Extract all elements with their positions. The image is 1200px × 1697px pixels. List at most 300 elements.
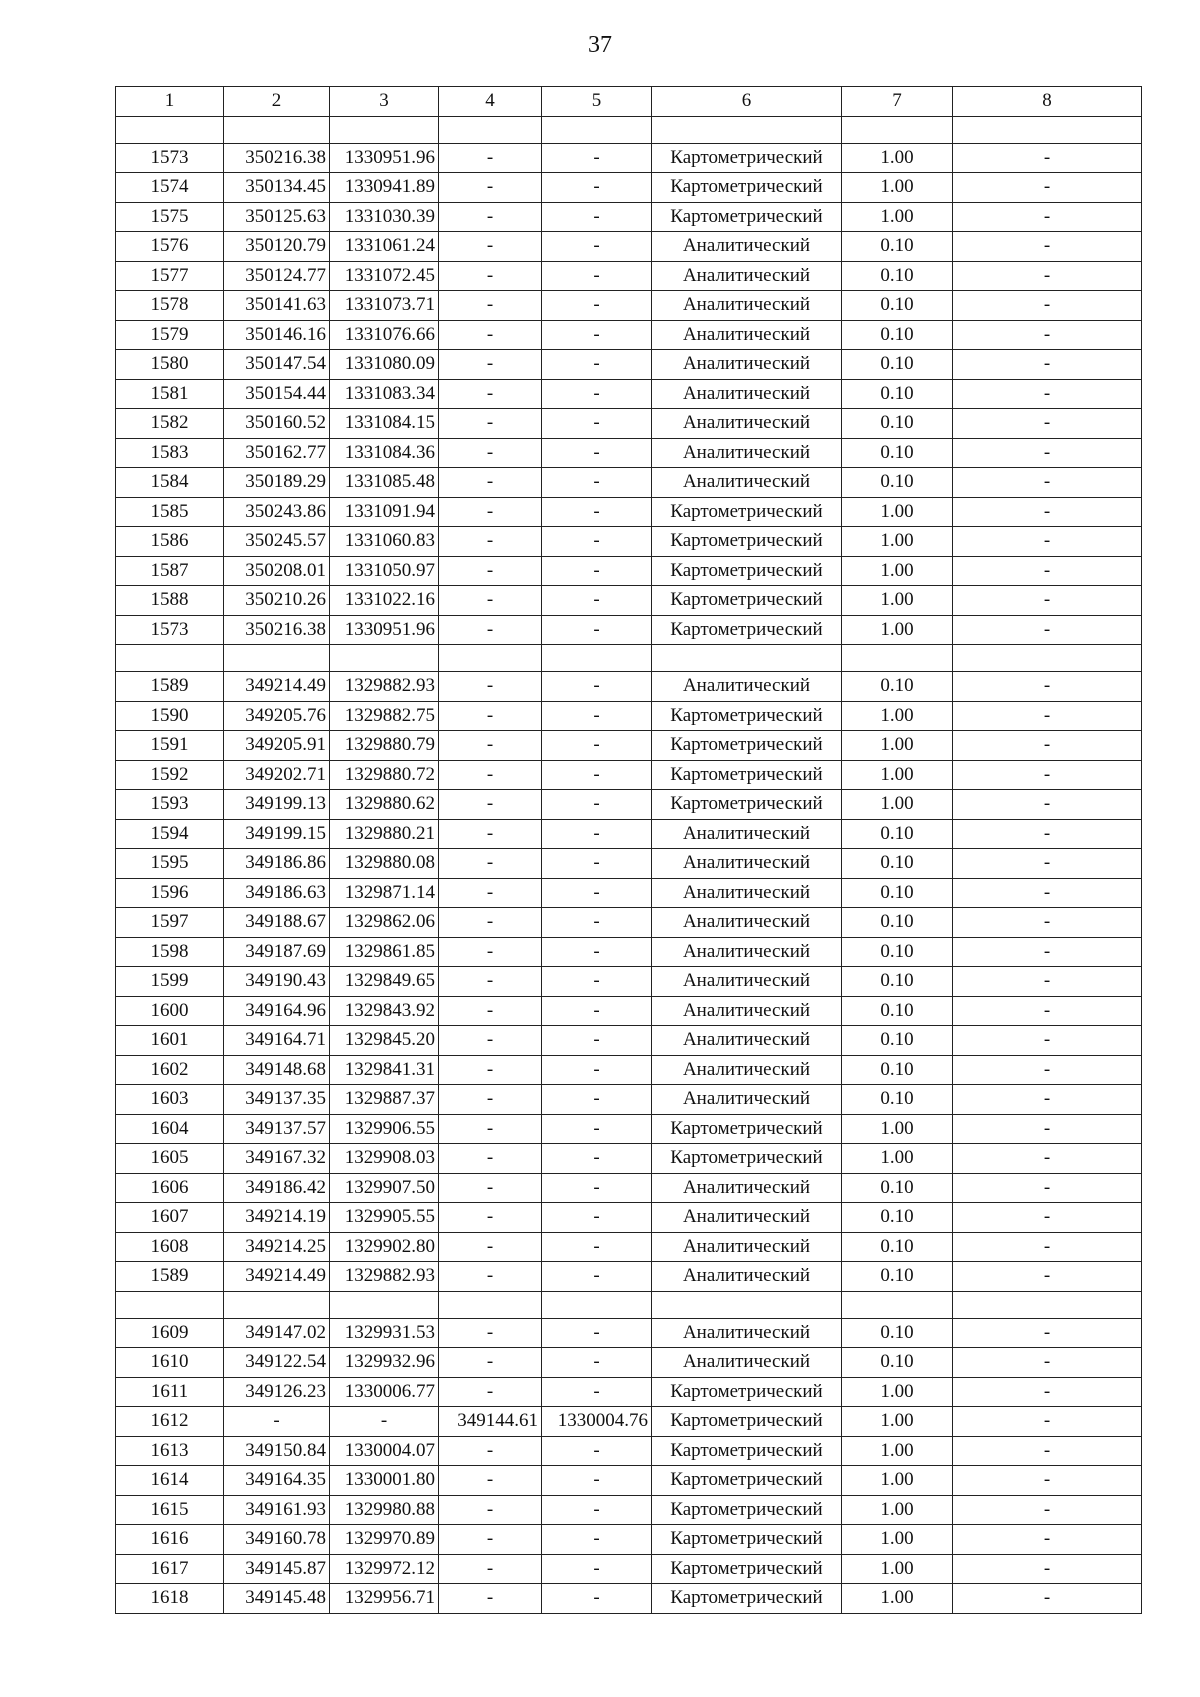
table-cell-col-2: 350141.63 [224, 291, 330, 321]
table-cell-col-5: - [542, 379, 652, 409]
table-cell-col-2: 350134.45 [224, 173, 330, 203]
table-cell-col-8: - [953, 1495, 1142, 1525]
table-cell-col-8: - [953, 790, 1142, 820]
table-cell-col-4: - [439, 701, 542, 731]
table-cell-col-7: 1.00 [842, 1495, 953, 1525]
table-cell-col-8: - [953, 967, 1142, 997]
table-cell-col-7: 0.10 [842, 320, 953, 350]
table-cell-col-6: Аналитический [652, 849, 842, 879]
table-cell-col-7 [842, 1291, 953, 1318]
table-row [116, 409, 1142, 439]
table-cell-col-6: Аналитический [652, 468, 842, 498]
table-cell-col-2: 349148.68 [224, 1055, 330, 1085]
table-row [116, 232, 1142, 262]
table-cell-col-1: 1599 [116, 967, 224, 997]
table-cell-col-7: 1.00 [842, 527, 953, 557]
table-cell-col-5: - [542, 967, 652, 997]
table-cell-col-1: 1582 [116, 409, 224, 439]
header-row [116, 87, 1142, 117]
table-cell-col-3 [330, 1291, 439, 1318]
table-cell-col-2: 350216.38 [224, 615, 330, 645]
column-header-1: 1 [116, 87, 224, 117]
table-cell-col-7: 0.10 [842, 967, 953, 997]
table-cell-col-7: 1.00 [842, 615, 953, 645]
table-cell-col-8: - [953, 878, 1142, 908]
table-cell-col-4: - [439, 1377, 542, 1407]
table-cell-col-1: 1593 [116, 790, 224, 820]
table-cell-col-7 [842, 645, 953, 672]
table-cell-col-1 [116, 645, 224, 672]
table-cell-col-2: 350125.63 [224, 202, 330, 232]
table-cell-col-1: 1589 [116, 1262, 224, 1292]
table-cell-col-4: - [439, 1348, 542, 1378]
table-cell-col-3: 1329887.37 [330, 1085, 439, 1115]
table-cell-col-7: 0.10 [842, 1026, 953, 1056]
table-cell-col-5: - [542, 409, 652, 439]
table-cell-col-1: 1605 [116, 1144, 224, 1174]
coordinates-table [115, 86, 1142, 1614]
table-cell-col-4: - [439, 937, 542, 967]
table-cell-col-5: - [542, 527, 652, 557]
table-cell-col-3 [330, 645, 439, 672]
table-row [116, 350, 1142, 380]
table-cell-col-3 [330, 116, 439, 143]
table-cell-col-4: 349144.61 [439, 1407, 542, 1437]
table-cell-col-1: 1608 [116, 1232, 224, 1262]
table-cell-col-5: - [542, 173, 652, 203]
table-cell-col-5: - [542, 291, 652, 321]
table-cell-col-4: - [439, 1584, 542, 1614]
table-cell-col-6: Аналитический [652, 1318, 842, 1348]
table-row [116, 1407, 1142, 1437]
table-cell-col-4: - [439, 527, 542, 557]
table-row [116, 556, 1142, 586]
table-cell-col-6: Аналитический [652, 1232, 842, 1262]
table-row [116, 143, 1142, 173]
table-cell-col-6: Аналитический [652, 409, 842, 439]
table-row [116, 1377, 1142, 1407]
table-cell-col-7: 1.00 [842, 586, 953, 616]
table-cell-col-2: 349137.35 [224, 1085, 330, 1115]
table-row [116, 908, 1142, 938]
table-cell-col-1: 1578 [116, 291, 224, 321]
table-cell-col-5: - [542, 1318, 652, 1348]
table-cell-col-2: 349164.96 [224, 996, 330, 1026]
table-cell-col-3: 1329931.53 [330, 1318, 439, 1348]
table-cell-col-6: Аналитический [652, 232, 842, 262]
table-cell-col-3: 1329871.14 [330, 878, 439, 908]
table-row [116, 1436, 1142, 1466]
table-cell-col-2: 349160.78 [224, 1525, 330, 1555]
table-cell-col-6: Картометрический [652, 1554, 842, 1584]
table-cell-col-1: 1595 [116, 849, 224, 879]
table-cell-col-1: 1587 [116, 556, 224, 586]
table-cell-col-1: 1612 [116, 1407, 224, 1437]
table-row [116, 291, 1142, 321]
table-cell-col-7: 0.10 [842, 1203, 953, 1233]
table-cell-col-5: - [542, 849, 652, 879]
table-cell-col-7: 1.00 [842, 1436, 953, 1466]
table-row [116, 1525, 1142, 1555]
table-cell-col-7: 0.10 [842, 878, 953, 908]
table-cell-col-2: 350216.38 [224, 143, 330, 173]
table-cell-col-4: - [439, 1055, 542, 1085]
table-cell-col-6: Картометрический [652, 615, 842, 645]
table-cell-col-3: 1331050.97 [330, 556, 439, 586]
table-row [116, 1495, 1142, 1525]
table-cell-col-5: - [542, 1348, 652, 1378]
table-cell-col-4: - [439, 261, 542, 291]
table-cell-col-6: Аналитический [652, 878, 842, 908]
table-cell-col-2: 349147.02 [224, 1318, 330, 1348]
table-cell-col-8: - [953, 908, 1142, 938]
table-cell-col-5: - [542, 232, 652, 262]
table-cell-col-5: - [542, 672, 652, 702]
table-cell-col-8: - [953, 672, 1142, 702]
table-cell-col-5: - [542, 202, 652, 232]
table-cell-col-3: 1329882.93 [330, 1262, 439, 1292]
table-row [116, 1144, 1142, 1174]
table-cell-col-8: - [953, 1584, 1142, 1614]
table-cell-col-2: 349214.49 [224, 672, 330, 702]
table-cell-col-2: 349187.69 [224, 937, 330, 967]
table-cell-col-1: 1618 [116, 1584, 224, 1614]
table-cell-col-4: - [439, 996, 542, 1026]
table-cell-col-5: - [542, 468, 652, 498]
table-cell-col-6: Аналитический [652, 291, 842, 321]
table-cell-col-6: Аналитический [652, 320, 842, 350]
table-cell-col-7: 0.10 [842, 232, 953, 262]
table-cell-col-1: 1592 [116, 760, 224, 790]
table-row [116, 1203, 1142, 1233]
table-cell-col-8: - [953, 1173, 1142, 1203]
table-cell-col-2 [224, 645, 330, 672]
table-cell-col-3: 1329906.55 [330, 1114, 439, 1144]
table-row [116, 1466, 1142, 1496]
table-cell-col-1: 1577 [116, 261, 224, 291]
table-cell-col-7: 0.10 [842, 937, 953, 967]
table-cell-col-1: 1579 [116, 320, 224, 350]
table-cell-col-7: 0.10 [842, 261, 953, 291]
table-cell-col-2: 349199.13 [224, 790, 330, 820]
table-row [116, 615, 1142, 645]
table-cell-col-5 [542, 116, 652, 143]
table-cell-col-5: - [542, 760, 652, 790]
table-cell-col-1: 1588 [116, 586, 224, 616]
table-cell-col-6: Аналитический [652, 438, 842, 468]
table-cell-col-6: Картометрический [652, 1407, 842, 1437]
table-row [116, 497, 1142, 527]
table-cell-col-5 [542, 1291, 652, 1318]
table-cell-col-1: 1600 [116, 996, 224, 1026]
table-cell-col-5: - [542, 1554, 652, 1584]
table-cell-col-5: - [542, 1525, 652, 1555]
table-cell-col-5: - [542, 1114, 652, 1144]
table-cell-col-7: 1.00 [842, 790, 953, 820]
table-cell-col-6: Картометрический [652, 1144, 842, 1174]
table-cell-col-6: Аналитический [652, 1348, 842, 1378]
table-cell-col-1: 1606 [116, 1173, 224, 1203]
table-cell-col-3: 1329956.71 [330, 1584, 439, 1614]
table-cell-col-4: - [439, 173, 542, 203]
table-cell-col-6: Аналитический [652, 996, 842, 1026]
table-cell-col-5: - [542, 996, 652, 1026]
table-cell-col-3: 1329862.06 [330, 908, 439, 938]
table-cell-col-2: 349126.23 [224, 1377, 330, 1407]
table-cell-col-2: 349214.25 [224, 1232, 330, 1262]
table-cell-col-2: 349145.87 [224, 1554, 330, 1584]
column-header-3: 3 [330, 87, 439, 117]
table-cell-col-5: - [542, 1436, 652, 1466]
table-cell-col-5 [542, 645, 652, 672]
table-cell-col-8: - [953, 615, 1142, 645]
table-cell-col-7: 1.00 [842, 497, 953, 527]
table-cell-col-8: - [953, 291, 1142, 321]
table-cell-col-2: 349164.35 [224, 1466, 330, 1496]
table-cell-col-6: Картометрический [652, 586, 842, 616]
table-cell-col-1: 1590 [116, 701, 224, 731]
table-cell-col-4: - [439, 908, 542, 938]
table-cell-col-6 [652, 645, 842, 672]
table-cell-col-8: - [953, 819, 1142, 849]
table-cell-col-3: 1330001.80 [330, 1466, 439, 1496]
table-cell-col-4: - [439, 760, 542, 790]
table-cell-col-4: - [439, 556, 542, 586]
table-cell-col-6: Картометрический [652, 497, 842, 527]
table-cell-col-7: 1.00 [842, 1554, 953, 1584]
table-cell-col-8: - [953, 937, 1142, 967]
table-row [116, 468, 1142, 498]
table-cell-col-4: - [439, 468, 542, 498]
table-cell-col-8: - [953, 1055, 1142, 1085]
table-cell-col-8: - [953, 143, 1142, 173]
table-cell-col-3: 1329902.80 [330, 1232, 439, 1262]
table-cell-col-1: 1583 [116, 438, 224, 468]
table-cell-col-3: 1331030.39 [330, 202, 439, 232]
table-row [116, 320, 1142, 350]
table-cell-col-8: - [953, 468, 1142, 498]
table-cell-col-8: - [953, 760, 1142, 790]
table-cell-col-5: - [542, 1144, 652, 1174]
table-cell-col-4: - [439, 967, 542, 997]
table-cell-col-8 [953, 1291, 1142, 1318]
table-cell-col-4: - [439, 672, 542, 702]
table-row [116, 672, 1142, 702]
table-cell-col-1: 1584 [116, 468, 224, 498]
table-cell-col-7: 0.10 [842, 1173, 953, 1203]
table-cell-col-6: Картометрический [652, 790, 842, 820]
table-cell-col-8: - [953, 1026, 1142, 1056]
table-cell-col-4: - [439, 1026, 542, 1056]
table-cell-col-6: Аналитический [652, 967, 842, 997]
table-cell-col-4: - [439, 320, 542, 350]
table-cell-col-1: 1589 [116, 672, 224, 702]
table-cell-col-3: 1330004.07 [330, 1436, 439, 1466]
table-cell-col-6: Аналитический [652, 819, 842, 849]
table-cell-col-7: 0.10 [842, 1085, 953, 1115]
table-row [116, 731, 1142, 761]
table-cell-col-5: - [542, 878, 652, 908]
table-header [116, 87, 1142, 117]
table-cell-col-6: Картометрический [652, 202, 842, 232]
table-cell-col-3: 1329841.31 [330, 1055, 439, 1085]
table-cell-col-8: - [953, 202, 1142, 232]
table-cell-col-7: 1.00 [842, 1466, 953, 1496]
table-cell-col-6: Аналитический [652, 350, 842, 380]
table-row [116, 1085, 1142, 1115]
table-cell-col-7: 1.00 [842, 1114, 953, 1144]
table-cell-col-2: 349205.91 [224, 731, 330, 761]
table-cell-col-3: 1330941.89 [330, 173, 439, 203]
column-header-5: 5 [542, 87, 652, 117]
table-cell-col-3: 1329880.79 [330, 731, 439, 761]
table-cell-col-1: 1601 [116, 1026, 224, 1056]
table-row [116, 790, 1142, 820]
table-cell-col-3: 1329980.88 [330, 1495, 439, 1525]
table-cell-col-3: 1331060.83 [330, 527, 439, 557]
table-cell-col-1: 1574 [116, 173, 224, 203]
table-cell-col-8 [953, 645, 1142, 672]
table-cell-col-1: 1607 [116, 1203, 224, 1233]
table-cell-col-8 [953, 116, 1142, 143]
table-cell-col-1: 1613 [116, 1436, 224, 1466]
table-cell-col-2: - [224, 1407, 330, 1437]
table-cell-col-6: Аналитический [652, 1262, 842, 1292]
table-cell-col-5: - [542, 1232, 652, 1262]
table-cell-col-5: 1330004.76 [542, 1407, 652, 1437]
table-cell-col-7: 1.00 [842, 760, 953, 790]
table-row [116, 849, 1142, 879]
table-cell-col-1: 1611 [116, 1377, 224, 1407]
table-cell-col-3: 1329845.20 [330, 1026, 439, 1056]
table-cell-col-2: 350243.86 [224, 497, 330, 527]
table-cell-col-6 [652, 116, 842, 143]
table-cell-col-3: 1329908.03 [330, 1144, 439, 1174]
table-cell-col-1 [116, 1291, 224, 1318]
table-cell-col-1: 1602 [116, 1055, 224, 1085]
table-cell-col-4: - [439, 1173, 542, 1203]
table-cell-col-3: 1331076.66 [330, 320, 439, 350]
table-cell-col-8: - [953, 409, 1142, 439]
table-cell-col-2: 350146.16 [224, 320, 330, 350]
table-row [116, 261, 1142, 291]
table-row [116, 1114, 1142, 1144]
table-cell-col-2 [224, 1291, 330, 1318]
table-row [116, 586, 1142, 616]
table-cell-col-4: - [439, 878, 542, 908]
table-cell-col-4: - [439, 819, 542, 849]
table-cell-col-7: 0.10 [842, 350, 953, 380]
table-cell-col-6: Картометрический [652, 143, 842, 173]
table-cell-col-6: Аналитический [652, 261, 842, 291]
table-cell-col-2: 349214.49 [224, 1262, 330, 1292]
table-cell-col-1: 1616 [116, 1525, 224, 1555]
table-cell-col-7: 1.00 [842, 1144, 953, 1174]
table-row [116, 1584, 1142, 1614]
table-cell-col-2: 350124.77 [224, 261, 330, 291]
table-cell-col-3: 1331084.15 [330, 409, 439, 439]
table-cell-col-2: 350162.77 [224, 438, 330, 468]
table-cell-col-1: 1609 [116, 1318, 224, 1348]
table-cell-col-7 [842, 116, 953, 143]
table-cell-col-6: Картометрический [652, 1436, 842, 1466]
table-cell-col-5: - [542, 1377, 652, 1407]
table-cell-col-2: 349122.54 [224, 1348, 330, 1378]
table-cell-col-1: 1617 [116, 1554, 224, 1584]
table-cell-col-3: 1329972.12 [330, 1554, 439, 1584]
table-cell-col-4: - [439, 409, 542, 439]
table-cell-col-2: 349188.67 [224, 908, 330, 938]
table-cell-col-8: - [953, 1348, 1142, 1378]
table-cell-col-2: 349137.57 [224, 1114, 330, 1144]
table-cell-col-8: - [953, 173, 1142, 203]
table-cell-col-5: - [542, 586, 652, 616]
table-cell-col-8: - [953, 586, 1142, 616]
table-cell-col-6: Картометрический [652, 701, 842, 731]
table-cell-col-4 [439, 645, 542, 672]
table-cell-col-6: Аналитический [652, 672, 842, 702]
table-cell-col-8: - [953, 1203, 1142, 1233]
table-cell-col-4: - [439, 1466, 542, 1496]
table-cell-col-4: - [439, 497, 542, 527]
table-cell-col-6: Аналитический [652, 937, 842, 967]
table-cell-col-8: - [953, 350, 1142, 380]
table-cell-col-8: - [953, 1466, 1142, 1496]
table-cell-col-3: 1329882.75 [330, 701, 439, 731]
table-cell-col-4: - [439, 731, 542, 761]
table-cell-col-5: - [542, 615, 652, 645]
table-cell-col-1: 1596 [116, 878, 224, 908]
table-cell-col-3: 1329880.62 [330, 790, 439, 820]
table-cell-col-3: 1329880.72 [330, 760, 439, 790]
table-cell-col-2: 350208.01 [224, 556, 330, 586]
table-row [116, 760, 1142, 790]
table-cell-col-6: Аналитический [652, 1203, 842, 1233]
table-cell-col-7: 1.00 [842, 1377, 953, 1407]
table-cell-col-1: 1603 [116, 1085, 224, 1115]
table-cell-col-5: - [542, 350, 652, 380]
table-cell-col-4: - [439, 586, 542, 616]
table-cell-col-1: 1614 [116, 1466, 224, 1496]
table-cell-col-7: 1.00 [842, 701, 953, 731]
table-cell-col-1: 1591 [116, 731, 224, 761]
table-cell-col-1: 1615 [116, 1495, 224, 1525]
column-header-7: 7 [842, 87, 953, 117]
table-cell-col-5: - [542, 1085, 652, 1115]
table-cell-col-4: - [439, 1203, 542, 1233]
table-cell-col-7: 0.10 [842, 908, 953, 938]
table-cell-col-2: 350245.57 [224, 527, 330, 557]
table-cell-col-5: - [542, 1173, 652, 1203]
table-cell-col-1: 1598 [116, 937, 224, 967]
table-cell-col-3: 1329880.08 [330, 849, 439, 879]
table-cell-col-2: 349167.32 [224, 1144, 330, 1174]
table-cell-col-7: 1.00 [842, 1584, 953, 1614]
table-cell-col-5: - [542, 908, 652, 938]
table-cell-col-5: - [542, 1584, 652, 1614]
table-cell-col-5: - [542, 1203, 652, 1233]
table-cell-col-1: 1586 [116, 527, 224, 557]
table-cell-col-6: Аналитический [652, 379, 842, 409]
table-cell-col-2 [224, 116, 330, 143]
table-cell-col-7: 0.10 [842, 1055, 953, 1085]
table-cell-col-3: 1329843.92 [330, 996, 439, 1026]
table-cell-col-2: 350189.29 [224, 468, 330, 498]
table-row [116, 527, 1142, 557]
table-cell-col-7: 0.10 [842, 409, 953, 439]
table-cell-col-6: Картометрический [652, 556, 842, 586]
table-cell-col-3: 1329970.89 [330, 1525, 439, 1555]
